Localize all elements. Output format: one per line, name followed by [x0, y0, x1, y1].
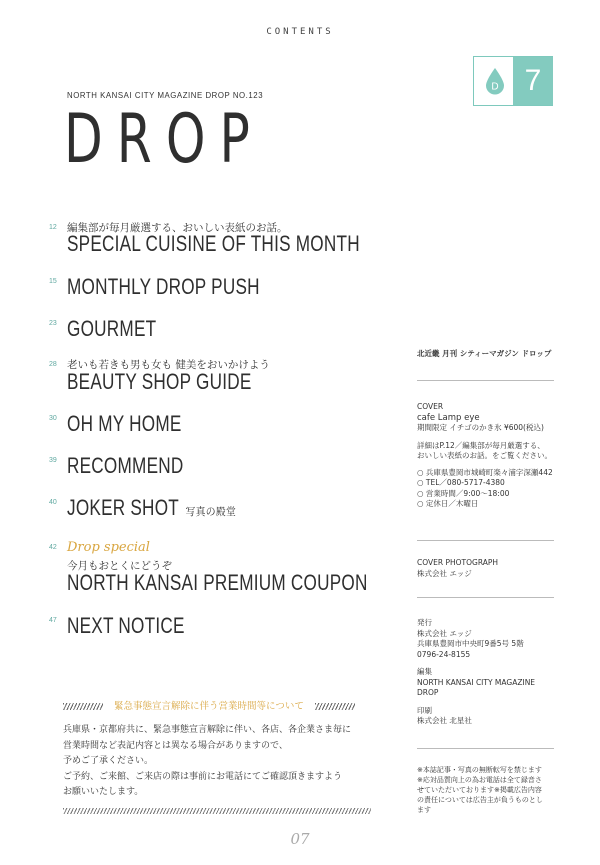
toc-title: GOURMET — [67, 316, 157, 341]
magazine-line: NORTH KANSAI CITY MAGAZINE DROP NO.123 — [67, 90, 264, 100]
cover-desc: おいしい表紙のお話。をご覧ください。 — [417, 451, 552, 460]
hatch-decoration — [63, 703, 103, 710]
editor-name: NORTH KANSAI CITY MAGAZINE — [417, 677, 536, 687]
toc-page-number: 23 — [49, 320, 57, 327]
divider — [417, 540, 554, 541]
toc-title: JOKER SHOT — [67, 495, 179, 520]
editor-name: DROP — [417, 688, 439, 697]
toc-subtitle: 老いも若きも男も女も 健美をおいかけよう — [67, 359, 270, 371]
notice-line: ご予約、ご来館、ご来店の際は事前にお電話にてご確認頂きますよう — [63, 771, 343, 782]
toc-page-number: 39 — [49, 457, 57, 464]
drop-icon — [485, 67, 505, 95]
magazine-title: DROP — [64, 100, 264, 179]
publisher-label: 発行 — [417, 618, 432, 627]
divider — [417, 748, 554, 749]
toc-subtitle: 今月もおとくにどうぞ — [67, 560, 172, 572]
notice-heading-bar — [63, 698, 371, 710]
publication-label: 北近畿 月刊 シティーマガジン ドロップ — [417, 349, 552, 358]
toc-page-number: 12 — [49, 224, 57, 231]
toc-page-number: 42 — [49, 544, 57, 551]
divider — [417, 597, 554, 598]
toc-title: BEAUTY SHOP GUIDE — [67, 369, 252, 394]
cover-shop: cafe Lamp eye — [417, 412, 480, 423]
notice-body — [63, 723, 363, 801]
shop-holiday: ○ 定休日／木曜日 — [417, 499, 479, 508]
toc-title: OH MY HOME — [67, 411, 182, 436]
disclaimer-line: せていただいております※掲載広告内容 — [417, 786, 542, 794]
toc-title-suffix: 写真の殿堂 — [185, 506, 236, 518]
cover-info — [417, 402, 555, 510]
toc-page-number: 40 — [49, 499, 57, 506]
hatch-decoration — [315, 703, 355, 710]
photo-label: COVER PHOTOGRAPH — [417, 558, 499, 567]
divider — [417, 380, 554, 381]
publisher-info — [417, 618, 555, 727]
toc-page-number: 30 — [49, 415, 57, 422]
notice-heading: 緊急事態宣言解除に伴う営業時間等について — [114, 701, 304, 712]
toc-title: NORTH KANSAI PREMIUM COUPON — [67, 570, 368, 595]
disclaimer — [417, 765, 555, 815]
photo-credit — [417, 558, 555, 579]
disclaimer-line: ます — [417, 806, 431, 814]
disclaimer-line: ※応対品質向上の為お電話は全て録音さ — [417, 776, 542, 784]
print-label: 印刷 — [417, 705, 432, 715]
cover-item: 期間限定 イチゴのかき氷 ¥600(税込) — [417, 423, 544, 432]
toc-page-number: 47 — [49, 617, 57, 624]
notice-line: 営業時間など表記内容とは異なる場合がありますので、 — [63, 740, 288, 751]
print-name: 株式会社 北星社 — [417, 716, 472, 725]
toc-subtitle: 編集部が毎月厳選する、おいしい表紙のお話。 — [67, 222, 288, 234]
cover-desc: 詳細はP.12／編集部が毎月厳選する、 — [417, 440, 545, 450]
contents-heading: CONTENTS — [266, 27, 334, 37]
shop-hours: ○ 営業時間／9:00～18:00 — [417, 488, 510, 498]
toc-title: NEXT NOTICE — [67, 613, 185, 638]
toc-title: MONTHLY DROP PUSH — [67, 274, 260, 299]
toc-page-number: 15 — [49, 278, 57, 285]
publisher-address: 兵庫県豊岡市中央町9番5号 5階 — [417, 639, 524, 648]
issue-badge — [473, 56, 553, 106]
disclaimer-line: の責任については広告主が負うものとし — [417, 796, 543, 804]
badge-icon-area — [474, 57, 513, 105]
toc-title-wrap — [67, 495, 236, 521]
disclaimer-line: ※本誌記事・写真の無断転写を禁じます — [417, 766, 542, 774]
publisher-tel: 0796-24-8155 — [417, 649, 471, 659]
drop-icon-letter: D — [491, 81, 499, 93]
publisher-name: 株式会社 エッジ — [417, 628, 472, 638]
cover-label: COVER — [417, 402, 444, 411]
toc-special-label: Drop special — [67, 540, 150, 555]
shop-tel: ○ TEL／080-5717-4380 — [417, 478, 505, 487]
notice-line: 予めご了承ください。 — [63, 756, 154, 766]
toc-title: SPECIAL CUISINE OF THIS MONTH — [67, 231, 360, 256]
toc-title: RECOMMEND — [67, 453, 184, 478]
issue-number: 7 — [513, 57, 553, 105]
shop-address: ○ 兵庫県豊岡市城崎町楽々浦字深瀬442 — [417, 467, 553, 477]
hatch-divider — [63, 808, 371, 814]
photo-company: 株式会社 エッジ — [417, 568, 472, 578]
toc-page-number: 28 — [49, 361, 57, 368]
editor-label: 編集 — [417, 667, 432, 676]
page-number: 07 — [290, 830, 310, 848]
notice-line: お願いいたします。 — [63, 787, 144, 797]
notice-line: 兵庫県・京都府共に、緊急事態宣言解除に伴い、各店、各企業さま毎に — [63, 725, 352, 735]
